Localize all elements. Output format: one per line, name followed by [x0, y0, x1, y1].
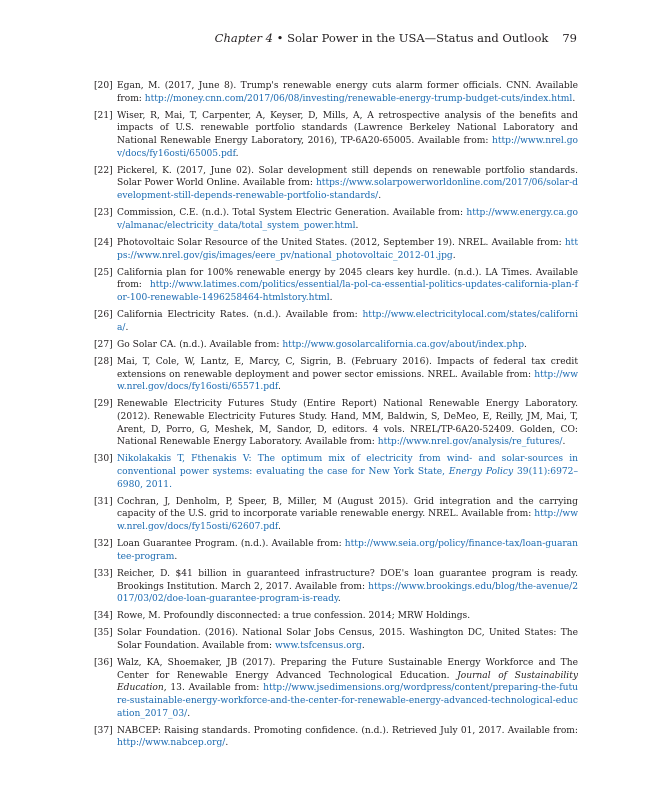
reference-number: [28] — [94, 357, 113, 368]
reference-segment: . — [378, 190, 382, 201]
reference-segment: Egan, M. (2017, June 8). Trump's renewable energy cuts alarm former officials. CNN. Available from: — [117, 81, 578, 104]
reference-link[interactable]: https://www.solarpowerworldonline.com/2017/06/solar-development-still-depends-renewable-portfolio-standards/ — [117, 178, 578, 201]
reference-segment: Renewable Electricity Futures Study (Entire Report) National Renewable Energy Laboratory. (2012). Renewable Electricity Futures Study. Hand, MM, Baldwin, S, DeMeo, E, Reilly, JM, Mai, T, Arent, D, Porro, G, Meshek, M, Sandor, D, editors. 4 vols. NREL/TP-6A20-52409. Golden, CO: National Renewable Energy Laboratory. Available from: — [117, 399, 578, 448]
journal-title: Journal of Sustainability Education — [117, 670, 578, 694]
reference-segment: NABCEP: Raising standards. Promoting confidence. (n.d.). Retrieved July 01, 2017. Available from: — [117, 725, 578, 736]
reference-text — [117, 610, 578, 623]
reference-segment: . — [235, 148, 239, 159]
reference-item — [94, 610, 578, 623]
reference-segment: Nikolakakis T, Fthenakis V: The optimum mix of electricity from wind- and solar-sources in conventional power systems: evaluating the case for New York State, — [117, 454, 578, 477]
reference-text — [117, 309, 578, 334]
reference-segment: . — [361, 641, 365, 652]
reference-link[interactable]: https://www.nrel.gov/gis/images/eere_pv/national_photovoltaic_2012-01.jpg — [117, 237, 578, 261]
reference-number: [29] — [94, 399, 113, 410]
reference-text — [117, 627, 578, 652]
reference-item — [94, 309, 578, 334]
reference-segment: Reicher, D. $41 billion in guaranteed infrastructure? DOE's loan guarantee program is ready. Brookings Institution. March 2, 2017. Available from: — [117, 568, 578, 592]
reference-segment: . — [572, 93, 576, 104]
reference-segment: Solar Foundation. (2016). National Solar Jobs Census, 2015. Washington DC, United States: The Solar Foundation. Available from: — [117, 628, 578, 652]
reference-number: [25] — [94, 267, 113, 278]
reference-text — [117, 398, 578, 448]
reference-number: [31] — [94, 496, 113, 507]
reference-item — [94, 165, 578, 203]
reference-number: [20] — [94, 81, 113, 91]
reference-item — [94, 80, 578, 105]
reference-segment: Rowe, M. Profoundly disconnected: a true confession. 2014; MRW Holdings. — [117, 611, 471, 622]
reference-number: [33] — [94, 568, 113, 579]
reference-link[interactable]: http://www.electricitylocal.com/states/california/ — [117, 310, 578, 333]
reference-number: [26] — [94, 310, 113, 321]
reference-segment: . — [562, 437, 566, 448]
reference-segment: . — [277, 382, 281, 393]
running-header — [215, 31, 577, 45]
page-number: 79 — [562, 31, 577, 45]
reference-segment: . — [187, 708, 191, 719]
reference-number: [36] — [94, 658, 113, 669]
reference-item — [94, 267, 578, 305]
reference-link[interactable]: www.tsfcensus.org — [274, 641, 362, 652]
reference-link[interactable]: http://www.nrel.gov/docs/fy16osti/65005.pdf — [117, 135, 578, 159]
reference-segment: Mai, T, Cole, W, Lantz, E, Marcy, C, Sigrin, B. (February 2016). Impacts of federal tax credit extensions on renewable deployment and power sector emissions. NREL. Available from: — [117, 357, 578, 380]
reference-segment: California Electricity Rates. (n.d.). Available from: — [117, 310, 363, 321]
reference-segment: . — [329, 292, 333, 303]
header-separator: • — [272, 31, 288, 45]
reference-segment: . — [277, 521, 281, 532]
reference-text — [117, 356, 578, 394]
chapter-title: Solar Power in the USA—Status and Outlook — [287, 31, 549, 45]
reference-number: [27] — [94, 339, 113, 350]
reference-segment: , 13. Available from: — [163, 683, 264, 694]
reference-segment: Go Solar CA. (n.d.). Available from: — [117, 339, 283, 350]
reference-item — [94, 237, 578, 262]
reference-number: [32] — [94, 539, 113, 550]
reference-segment: Photovoltaic Solar Resource of the United States. (2012, September 19). NREL. Available from: — [117, 237, 565, 248]
reference-segment: Walz, KA, Shoemaker, JB (2017). Preparing the Future Sustainable Energy Workforce and The Center for Renewable Energy Advanced Technological Education. — [117, 658, 578, 681]
reference-segment: . — [524, 339, 527, 350]
reference-segment: California plan for 100% renewable energy by 2045 clears key hurdle. (n.d.). LA Times. Available from: — [117, 267, 578, 291]
reference-link[interactable]: http://www.nrel.gov/docs/fy16osti/65571.pdf — [117, 369, 578, 393]
reference-number: [22] — [94, 165, 113, 176]
journal-title: Energy Policy — [448, 466, 514, 477]
reference-list — [94, 80, 578, 755]
reference-number: [23] — [94, 208, 113, 219]
reference-link[interactable]: http://money.cnn.com/2017/06/08/investing/renewable-energy-trump-budget-cuts/index.html — [144, 93, 573, 104]
reference-segment: . — [174, 551, 178, 562]
reference-text — [117, 165, 578, 203]
reference-text — [117, 496, 578, 534]
reference-link[interactable]: http://www.nrel.gov/analysis/re_futures/ — [377, 437, 563, 448]
reference-item — [94, 398, 578, 448]
reference-number: [34] — [94, 611, 113, 622]
reference-text — [117, 453, 578, 491]
reference-item — [94, 207, 578, 232]
reference-item — [94, 538, 578, 563]
reference-text — [117, 538, 578, 563]
reference-text — [117, 568, 578, 606]
reference-link[interactable]: http://www.latimes.com/politics/essential/la-pol-ca-essential-politics-updates-california-plan-for-100-renewable-1496258464-htmlstory.html — [117, 280, 578, 303]
reference-text — [117, 339, 578, 352]
reference-link[interactable]: http://www.energy.ca.gov/almanac/electricity_data/total_system_power.html — [117, 208, 578, 231]
reference-segment: 39(11):6972–6980, 2011. — [117, 466, 578, 490]
reference-segment: Wiser, R, Mai, T, Carpenter, A, Keyser, D, Mills, A, A retrospective analysis of the benefits and impacts of U.S. renewable portfolio standards (Lawrence Berkeley National Laboratory and National Renewable Energy Laboratory, 2016), TP-6A20-65005. Available from: — [117, 110, 578, 146]
reference-number: [30] — [94, 454, 113, 465]
reference-link[interactable]: http://www.jsedimensions.org/wordpress/content/preparing-the-future-sustainable-energy-workforce-and-the-center-for-renewable-energy-advanced-technological-education_2017_03/ — [117, 683, 578, 719]
reference-item — [94, 110, 578, 160]
reference-text — [117, 207, 578, 232]
reference-number: [35] — [94, 628, 113, 639]
reference-link[interactable]: https://www.brookings.edu/blog/the-avenue/2017/03/02/doe-loan-guarantee-program-is-ready — [117, 581, 578, 605]
reference-segment: . — [452, 250, 456, 261]
reference-segment: . — [337, 594, 341, 605]
reference-segment: . — [355, 220, 359, 231]
reference-segment: Loan Guarantee Program. (n.d.). Available from: — [117, 539, 345, 550]
reference-number: [37] — [94, 725, 113, 736]
reference-text — [117, 80, 578, 105]
reference-item — [94, 339, 578, 352]
reference-link[interactable]: http://www.nrel.gov/docs/fy15osti/62607.pdf — [117, 509, 578, 532]
reference-link[interactable]: http://www.gosolarcalifornia.ca.gov/about/index.php — [282, 339, 525, 350]
reference-item — [94, 657, 578, 720]
reference-text — [117, 110, 578, 160]
reference-number: [21] — [94, 110, 113, 121]
reference-text — [117, 725, 578, 750]
reference-segment: . — [225, 738, 229, 749]
reference-segment: Cochran, J, Denholm, P, Speer, B, Miller, M (August 2015). Grid integration and the carrying capacity of the U.S. grid to incorporate variable renewable energy. NREL. Available from: — [117, 496, 578, 520]
reference-text — [117, 267, 578, 305]
reference-text — [117, 657, 578, 720]
reference-link[interactable]: http://www.seia.org/policy/finance-tax/loan-guarantee-program — [117, 539, 578, 562]
chapter-label: Chapter 4 — [214, 31, 273, 45]
reference-link[interactable]: http://www.nabcep.org/ — [117, 738, 226, 749]
reference-item — [94, 627, 578, 652]
reference-item — [94, 568, 578, 606]
reference-item — [94, 725, 578, 750]
reference-segment: Commission, C.E. (n.d.). Total System Electric Generation. Available from: — [117, 208, 467, 219]
reference-item — [94, 356, 578, 394]
reference-segment: . — [125, 322, 129, 333]
reference-text — [117, 237, 578, 262]
reference-item — [94, 453, 578, 491]
reference-number: [24] — [94, 237, 113, 248]
reference-segment: Pickerel, K. (2017, June 02). Solar development still depends on renewable portfolio standards. Solar Power World Online. Available from: — [117, 165, 578, 189]
reference-item — [94, 496, 578, 534]
